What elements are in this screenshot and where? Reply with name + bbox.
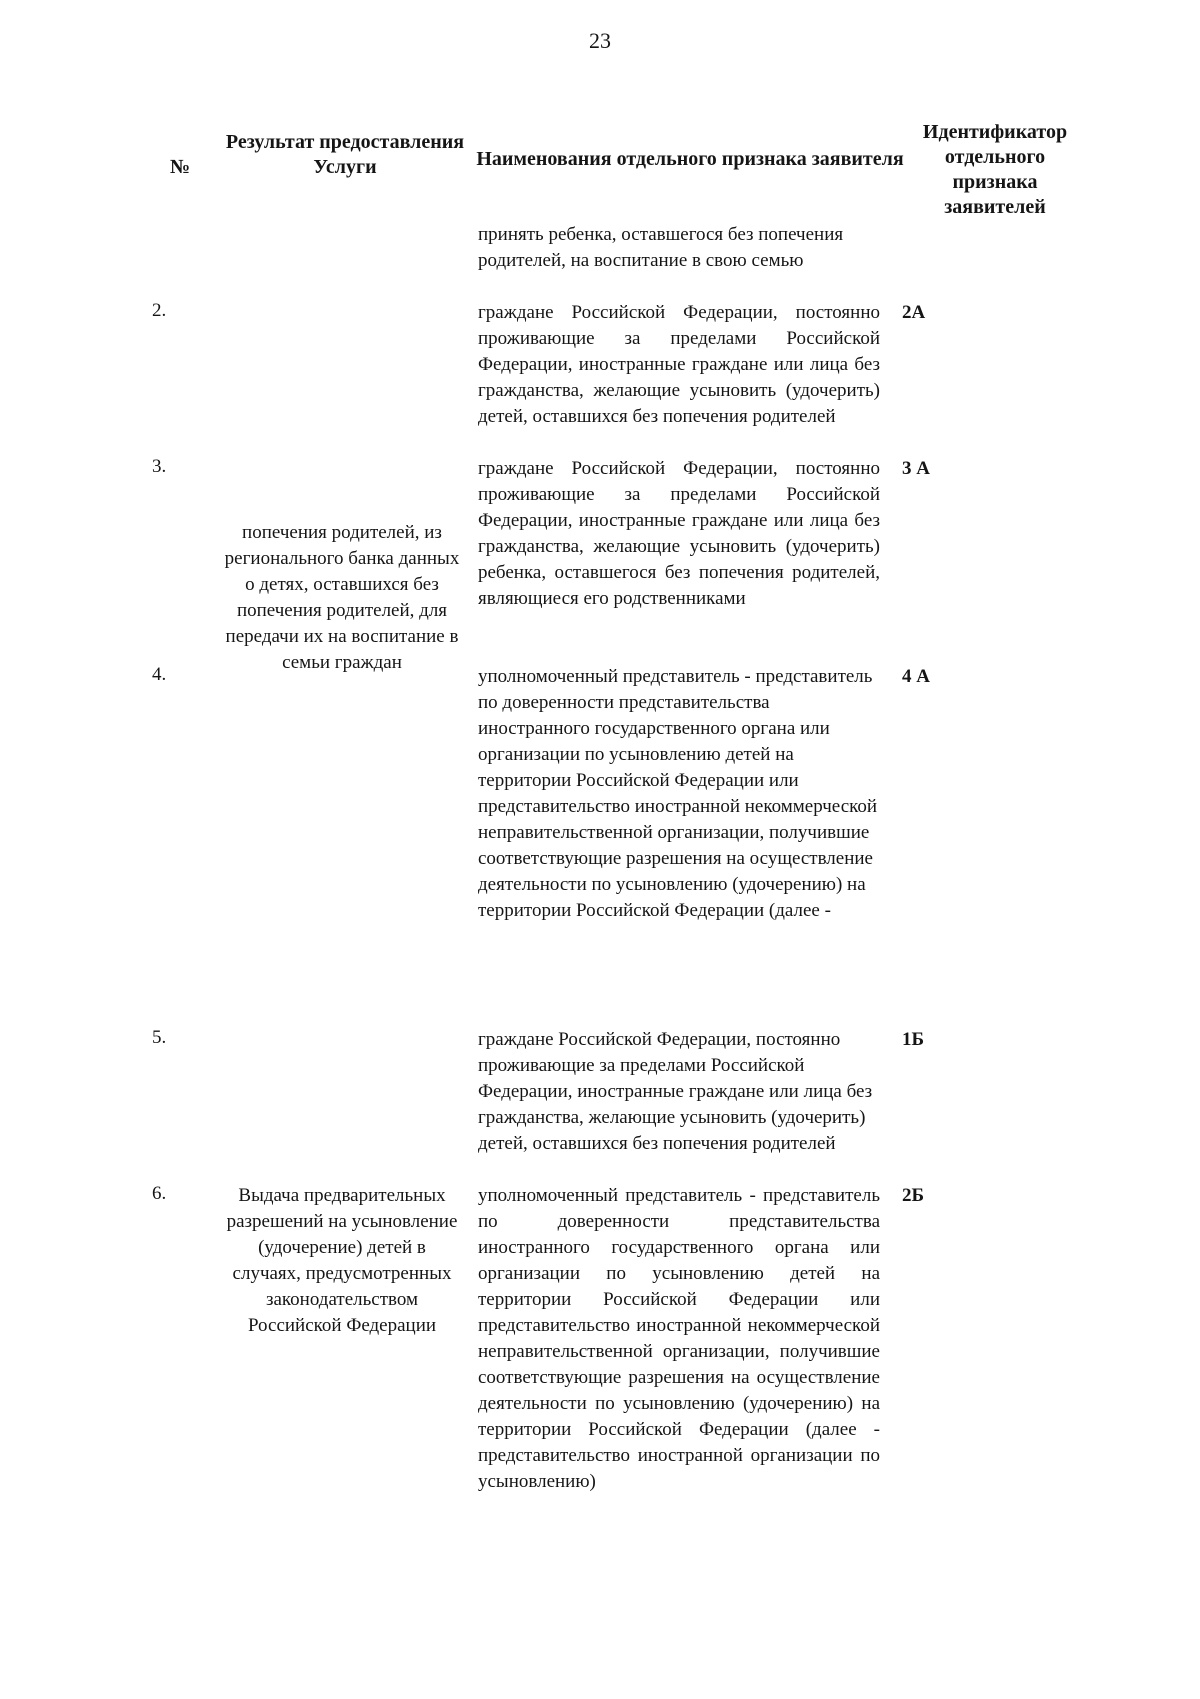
row-identifier: 3 А [902, 458, 930, 479]
row-number: 4. [152, 664, 167, 685]
header-number: № [169, 156, 191, 178]
row-name: уполномоченный представитель - представитель по доверенности представительства иностранного государственного органа или организации по усыновлению детей на территории Российской Федерации или представительство иностранной некоммерческой неправительственной организации, получившие соответствующие разрешения на осуществление деятельности по усыновлению (удочерению) на территории Российской Федерации (далее - [478, 666, 878, 921]
row-name: граждане Российской Федерации, постоянно проживающие за пределами Российской Федерации, иностранные граждане или лица без гражданства, желающие усыновить (удочерить) детей, оставшихся без попечения родителей [478, 302, 880, 427]
continuation-text: принять ребенка, оставшегося без попечения родителей, на воспитание в свою семью [478, 224, 844, 271]
result-cell-a: попечения родителей, из регионального банка данных о детях, оставшихся без попечения родителей, для передачи их на воспитание в семьи граждан [224, 522, 460, 673]
row-number: 6. [152, 1183, 167, 1204]
header-identifier: Идентификатор отдельного признака заявителей [922, 121, 1068, 218]
row-identifier: 4 А [902, 666, 930, 687]
row-number: 3. [152, 456, 167, 477]
row-name: граждане Российской Федерации, постоянно проживающие за пределами Российской Федерации, иностранные граждане или лица без гражданства, желающие усыновить (удочерить) детей, оставшихся без попечения родителей [478, 1029, 873, 1154]
header-result: Результат предоставления Услуги [225, 131, 465, 178]
row-number: 5. [152, 1027, 167, 1048]
result-cell-b: Выдача предварительных разрешений на усыновление (удочерение) детей в случаях, предусмотренных законодательством Российской Федерации [226, 1185, 458, 1336]
row-identifier: 2А [902, 302, 926, 323]
row-number: 2. [152, 300, 167, 321]
page-number: 23 [589, 28, 611, 53]
row-name: уполномоченный представитель - представитель по доверенности представительства иностранного государственного органа или организации по усыновлению детей на территории Российской Федерации или представительство иностранной некоммерческой неправительственной организации, получившие соответствующие разрешения на осуществление деятельности по усыновлению (удочерению) на территории Российской Федерации (далее - представительство иностранной организации по усыновлению) [478, 1185, 880, 1492]
row-identifier: 2Б [902, 1185, 925, 1206]
row-identifier: 1Б [902, 1029, 925, 1050]
row-name: граждане Российской Федерации, постоянно проживающие за пределами Российской Федерации, иностранные граждане или лица без гражданства, желающие усыновить (удочерить) ребенка, оставшегося без попечения родителей, являющиеся его родственниками [478, 458, 880, 609]
header-name: Наименования отдельного признака заявителя [476, 148, 904, 170]
